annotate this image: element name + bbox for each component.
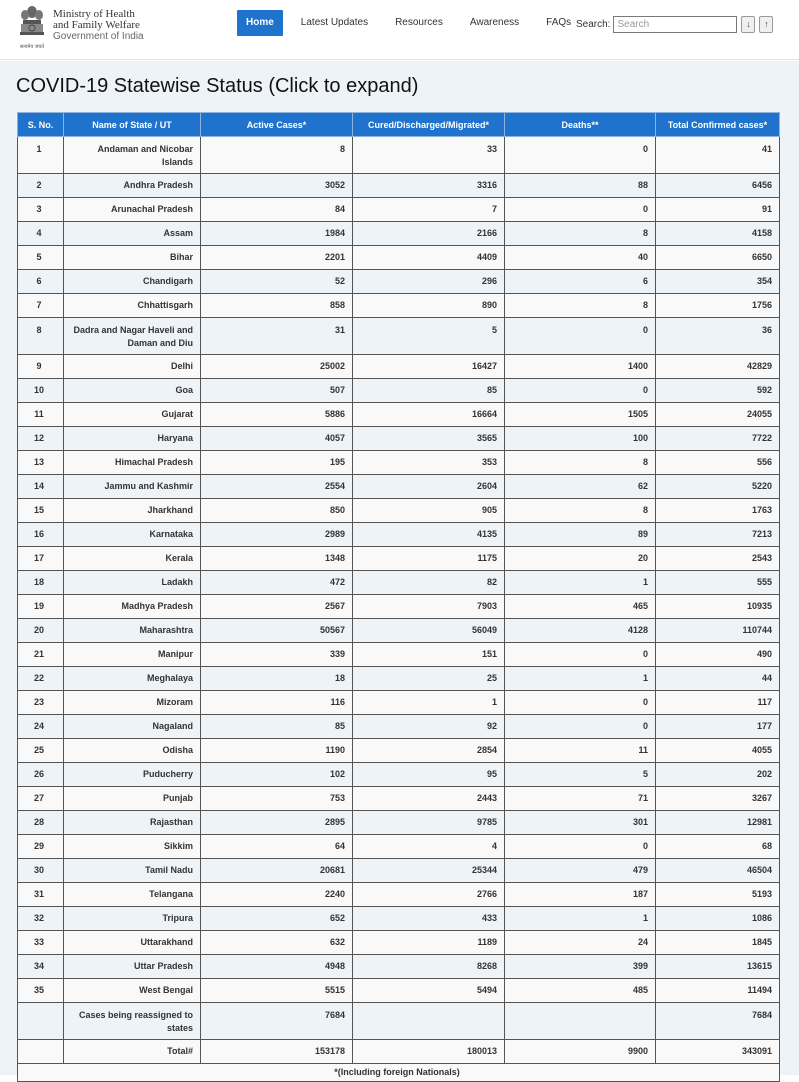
table-row[interactable] [18,811,780,835]
cell-deaths: 0 [505,198,656,222]
site-header [0,0,799,60]
nav-latest-updates[interactable]: Latest Updates [300,17,369,28]
cell-total: 110744 [656,619,780,643]
cell-deaths [505,1003,656,1040]
cell-active: 753 [201,787,353,811]
cell-state: Jammu and Kashmir [64,475,201,499]
cell-cured: 2443 [353,787,505,811]
table-row[interactable] [18,739,780,763]
cell-active: 652 [201,907,353,931]
cell-state: Karnataka [64,523,201,547]
cell-cured: 2766 [353,883,505,907]
cell-sno: 9 [18,355,64,379]
cell-state: Nagaland [64,715,201,739]
table-row[interactable] [18,595,780,619]
emblem-motto: सत्यमेव जयते [19,44,45,50]
cell-deaths: 8 [505,222,656,246]
cell-total: 1763 [656,499,780,523]
cell-cured: 180013 [353,1040,505,1064]
cell-cured: 3565 [353,427,505,451]
header-total[interactable]: Total Confirmed cases* [656,113,780,137]
cell-deaths: 5 [505,763,656,787]
cell-cured: 95 [353,763,505,787]
cell-cured: 92 [353,715,505,739]
search-bar [576,16,773,33]
cell-cured: 7 [353,198,505,222]
table-row[interactable] [18,883,780,907]
cell-active: 507 [201,379,353,403]
cell-total: 36 [656,318,780,355]
cell-cured: 16664 [353,403,505,427]
cell-total: 12981 [656,811,780,835]
cell-cured: 33 [353,137,505,174]
nav-home[interactable]: Home [237,10,283,36]
cell-deaths: 0 [505,715,656,739]
cell-state: Odisha [64,739,201,763]
cell-total: 7213 [656,523,780,547]
cell-state: Andhra Pradesh [64,174,201,198]
cell-active: 64 [201,835,353,859]
cell-sno: 6 [18,270,64,294]
cell-active: 2554 [201,475,353,499]
cell-cured: 3316 [353,174,505,198]
cell-deaths: 0 [505,379,656,403]
table-row[interactable] [18,1003,780,1040]
cell-state: Madhya Pradesh [64,595,201,619]
table-row[interactable] [18,403,780,427]
cell-active: 102 [201,763,353,787]
cell-sno: 11 [18,403,64,427]
cell-sno: 32 [18,907,64,931]
cell-sno: 27 [18,787,64,811]
cell-cured: 25 [353,667,505,691]
cell-active: 2240 [201,883,353,907]
cell-total: 24055 [656,403,780,427]
table-row[interactable] [18,427,780,451]
cell-active: 3052 [201,174,353,198]
table-row[interactable] [18,691,780,715]
cell-active: 339 [201,643,353,667]
cell-active: 5886 [201,403,353,427]
cell-cured: 85 [353,379,505,403]
cell-sno: 10 [18,379,64,403]
cell-state: Bihar [64,246,201,270]
cell-total: 7722 [656,427,780,451]
cell-total: 1086 [656,907,780,931]
cell-cured [353,1003,505,1040]
search-label: Search: [576,19,611,30]
table-row[interactable] [18,523,780,547]
cell-sno: 21 [18,643,64,667]
cell-state: Sikkim [64,835,201,859]
table-footnote: *(Including foreign Nationals) [18,1064,780,1082]
cell-deaths: 6 [505,270,656,294]
cell-cured: 16427 [353,355,505,379]
table-row[interactable] [18,787,780,811]
page-title[interactable]: COVID-19 Statewise Status (Click to expand) [16,75,419,97]
table-row[interactable] [18,222,780,246]
cell-deaths: 62 [505,475,656,499]
cell-deaths: 1400 [505,355,656,379]
cell-sno: 13 [18,451,64,475]
cell-cured: 2604 [353,475,505,499]
cell-total: 177 [656,715,780,739]
table-row[interactable] [18,475,780,499]
cell-cured: 1189 [353,931,505,955]
cell-deaths: 24 [505,931,656,955]
cell-cured: 8268 [353,955,505,979]
cell-state: Gujarat [64,403,201,427]
cell-active: 85 [201,715,353,739]
cell-deaths: 0 [505,643,656,667]
table-row[interactable] [18,318,780,355]
cell-total: 555 [656,571,780,595]
cell-active: 25002 [201,355,353,379]
cell-total: 2543 [656,547,780,571]
cell-active: 4057 [201,427,353,451]
cell-total: 10935 [656,595,780,619]
header-sno[interactable]: S. No. [18,113,64,137]
table-row[interactable] [18,619,780,643]
cell-deaths: 8 [505,294,656,318]
cell-sno: 1 [18,137,64,174]
cell-sno: 25 [18,739,64,763]
cell-deaths: 0 [505,318,656,355]
cell-state: Meghalaya [64,667,201,691]
table-row[interactable] [18,137,780,174]
cell-sno: 28 [18,811,64,835]
nav-awareness[interactable]: Awareness [469,17,520,28]
cell-cured: 56049 [353,619,505,643]
cell-sno: 24 [18,715,64,739]
table-row[interactable] [18,355,780,379]
ashoka-emblem-icon [17,3,47,43]
cell-deaths: 479 [505,859,656,883]
cell-total: 4055 [656,739,780,763]
cell-state: Tamil Nadu [64,859,201,883]
cell-total: 4158 [656,222,780,246]
cell-cured: 4135 [353,523,505,547]
cell-active: 153178 [201,1040,353,1064]
cell-state: Andaman and Nicobar Islands [64,137,201,174]
table-row[interactable] [18,246,780,270]
header-deaths[interactable]: Deaths** [505,113,656,137]
cell-state: Chhattisgarh [64,294,201,318]
cell-total: 6650 [656,246,780,270]
cell-sno: 16 [18,523,64,547]
nav-faqs[interactable]: FAQs [546,17,572,28]
cell-state: Arunachal Pradesh [64,198,201,222]
cell-deaths: 1 [505,667,656,691]
cell-sno: 22 [18,667,64,691]
cell-state: Goa [64,379,201,403]
table-row[interactable] [18,1040,780,1064]
cell-deaths: 301 [505,811,656,835]
cell-total: 354 [656,270,780,294]
cell-total: 91 [656,198,780,222]
cell-state: Jharkhand [64,499,201,523]
cell-total: 42829 [656,355,780,379]
search-down-button[interactable]: ↓ [741,16,755,33]
cell-deaths: 1 [505,571,656,595]
cell-deaths: 399 [505,955,656,979]
table-row[interactable] [18,499,780,523]
cell-cured: 905 [353,499,505,523]
table-row[interactable] [18,979,780,1003]
cell-sno: 30 [18,859,64,883]
table-row[interactable] [18,907,780,931]
cell-state: Assam [64,222,201,246]
cell-total: 3267 [656,787,780,811]
table-row[interactable] [18,174,780,198]
logo-line-3: Government of India [53,31,144,42]
cell-total: 117 [656,691,780,715]
cell-state: Ladakh [64,571,201,595]
cell-total: 41 [656,137,780,174]
cell-state: Chandigarh [64,270,201,294]
cell-deaths: 187 [505,883,656,907]
cell-deaths: 20 [505,547,656,571]
cell-active: 5515 [201,979,353,1003]
cell-sno: 14 [18,475,64,499]
table-row[interactable] [18,379,780,403]
cell-sno: 29 [18,835,64,859]
cell-cured: 1 [353,691,505,715]
cell-cured: 433 [353,907,505,931]
cell-sno [18,1040,64,1064]
table-row[interactable] [18,643,780,667]
cell-deaths: 4128 [505,619,656,643]
cell-total: 46504 [656,859,780,883]
cell-cured: 4409 [353,246,505,270]
cell-total: 7684 [656,1003,780,1040]
cell-deaths: 8 [505,499,656,523]
cell-sno: 15 [18,499,64,523]
cell-active: 858 [201,294,353,318]
cell-state: Total# [64,1040,201,1064]
cell-deaths: 0 [505,691,656,715]
cell-sno: 18 [18,571,64,595]
cell-deaths: 40 [505,246,656,270]
cell-total: 11494 [656,979,780,1003]
cell-sno: 33 [18,931,64,955]
cell-total: 44 [656,667,780,691]
cell-state: Himachal Pradesh [64,451,201,475]
cell-sno: 3 [18,198,64,222]
table-row[interactable] [18,198,780,222]
cell-sno: 5 [18,246,64,270]
cell-state: Mizoram [64,691,201,715]
table-body [18,137,780,1064]
cell-cured: 9785 [353,811,505,835]
cell-total: 6456 [656,174,780,198]
cell-sno: 8 [18,318,64,355]
cell-active: 2989 [201,523,353,547]
cell-total: 202 [656,763,780,787]
cell-cured: 353 [353,451,505,475]
cell-deaths: 485 [505,979,656,1003]
cell-active: 850 [201,499,353,523]
search-input[interactable] [613,16,737,33]
cell-cured: 151 [353,643,505,667]
cell-sno: 35 [18,979,64,1003]
cell-total: 5220 [656,475,780,499]
cell-cured: 1175 [353,547,505,571]
cell-total: 68 [656,835,780,859]
cell-active: 2567 [201,595,353,619]
table-row[interactable] [18,835,780,859]
table-row[interactable] [18,715,780,739]
search-up-button[interactable]: ↑ [759,16,773,33]
cell-state: Punjab [64,787,201,811]
cell-state: Puducherry [64,763,201,787]
cell-cured: 4 [353,835,505,859]
cell-active: 31 [201,318,353,355]
cell-sno [18,1003,64,1040]
main-content [0,61,799,1075]
cell-sno: 23 [18,691,64,715]
table-row[interactable] [18,451,780,475]
cell-cured: 296 [353,270,505,294]
statewise-table [17,112,780,1082]
cell-sno: 4 [18,222,64,246]
cell-state: Delhi [64,355,201,379]
cell-state: Rajasthan [64,811,201,835]
cell-cured: 890 [353,294,505,318]
cell-sno: 7 [18,294,64,318]
cell-active: 1984 [201,222,353,246]
cell-total: 592 [656,379,780,403]
cell-cured: 7903 [353,595,505,619]
cell-active: 632 [201,931,353,955]
cell-deaths: 71 [505,787,656,811]
cell-deaths: 100 [505,427,656,451]
cell-deaths: 9900 [505,1040,656,1064]
cell-active: 8 [201,137,353,174]
logo-line-1: Ministry of Health [53,8,135,20]
header-state[interactable]: Name of State / UT [64,113,201,137]
emblem-icon [16,3,48,53]
cell-deaths: 8 [505,451,656,475]
cell-active: 472 [201,571,353,595]
cell-active: 1190 [201,739,353,763]
cell-state: Manipur [64,643,201,667]
cell-state: Uttar Pradesh [64,955,201,979]
cell-sno: 31 [18,883,64,907]
table-row[interactable] [18,571,780,595]
cell-active: 52 [201,270,353,294]
cell-state: West Bengal [64,979,201,1003]
cell-deaths: 1505 [505,403,656,427]
ministry-logo[interactable] [16,3,156,55]
table-row[interactable] [18,763,780,787]
cell-deaths: 465 [505,595,656,619]
main-nav [237,10,580,36]
table-row[interactable] [18,859,780,883]
cell-total: 490 [656,643,780,667]
cell-active: 2895 [201,811,353,835]
cell-state: Cases being reassigned to states [64,1003,201,1040]
cell-deaths: 89 [505,523,656,547]
table-row[interactable] [18,294,780,318]
cell-active: 195 [201,451,353,475]
cell-cured: 25344 [353,859,505,883]
cell-cured: 5 [353,318,505,355]
cell-cured: 82 [353,571,505,595]
cell-cured: 2854 [353,739,505,763]
cell-state: Tripura [64,907,201,931]
table-row[interactable] [18,270,780,294]
cell-total: 5193 [656,883,780,907]
cell-sno: 12 [18,427,64,451]
cell-total: 1756 [656,294,780,318]
cell-active: 4948 [201,955,353,979]
cell-state: Haryana [64,427,201,451]
cell-total: 13615 [656,955,780,979]
cell-state: Telangana [64,883,201,907]
logo-text [53,9,144,55]
table-row[interactable] [18,547,780,571]
cell-total: 343091 [656,1040,780,1064]
nav-resources[interactable]: Resources [395,17,443,28]
table-footnote-row [18,1064,780,1082]
cell-active: 7684 [201,1003,353,1040]
cell-total: 1845 [656,931,780,955]
cell-active: 2201 [201,246,353,270]
cell-sno: 20 [18,619,64,643]
cell-sno: 26 [18,763,64,787]
cell-deaths: 11 [505,739,656,763]
logo-line-2: and Family Welfare [53,19,140,31]
cell-state: Maharashtra [64,619,201,643]
cell-state: Dadra and Nagar Haveli and Daman and Diu [64,318,201,355]
cell-deaths: 1 [505,907,656,931]
cell-active: 18 [201,667,353,691]
cell-sno: 17 [18,547,64,571]
cell-sno: 19 [18,595,64,619]
cell-active: 1348 [201,547,353,571]
cell-cured: 2166 [353,222,505,246]
table-row[interactable] [18,955,780,979]
cell-deaths: 88 [505,174,656,198]
cell-cured: 5494 [353,979,505,1003]
cell-active: 84 [201,198,353,222]
cell-sno: 2 [18,174,64,198]
table-row[interactable] [18,667,780,691]
cell-state: Uttarakhand [64,931,201,955]
cell-active: 116 [201,691,353,715]
table-row[interactable] [18,931,780,955]
cell-active: 50567 [201,619,353,643]
header-active[interactable]: Active Cases* [201,113,353,137]
table-header-row [18,113,780,137]
header-cured[interactable]: Cured/Discharged/Migrated* [353,113,505,137]
cell-active: 20681 [201,859,353,883]
cell-total: 556 [656,451,780,475]
cell-state: Kerala [64,547,201,571]
cell-deaths: 0 [505,835,656,859]
cell-sno: 34 [18,955,64,979]
cell-deaths: 0 [505,137,656,174]
